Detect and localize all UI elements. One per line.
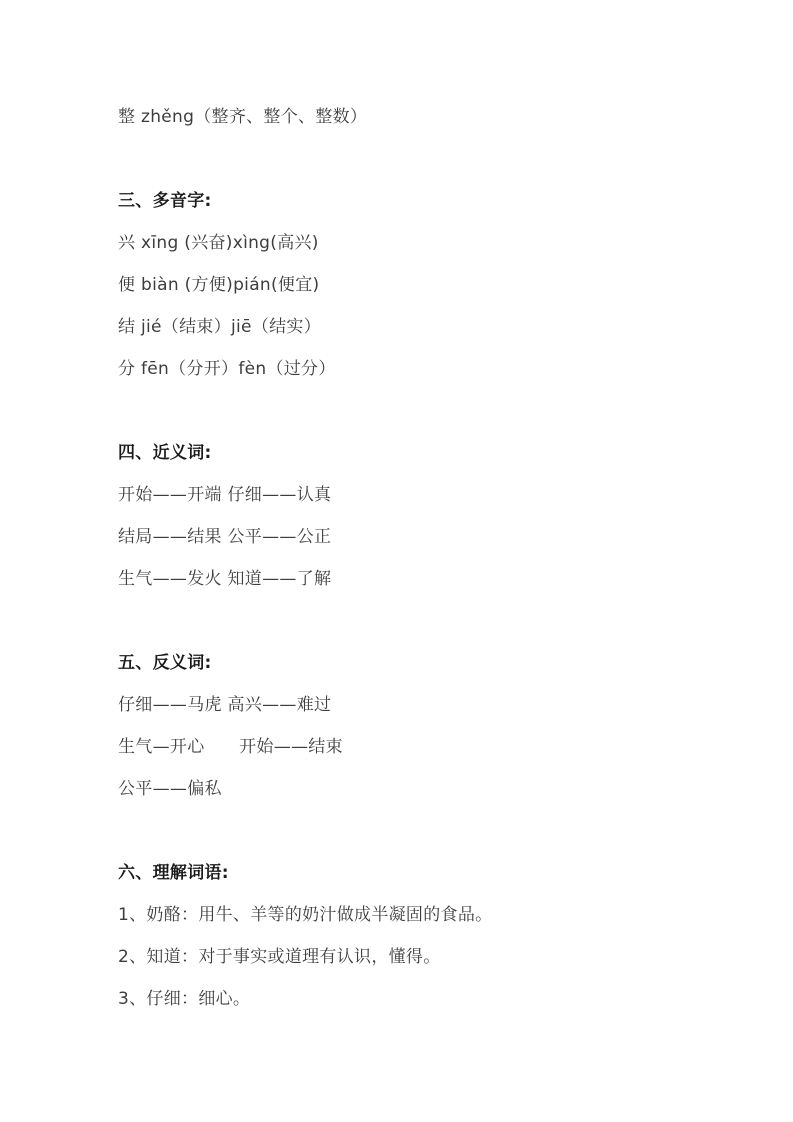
text-line-bian: 便 biàn (方便)pián(便宜) — [118, 275, 320, 295]
text-line-synonyms-1: 开始——开端 仔细——认真 — [118, 485, 332, 505]
section-heading-jinyici: 四、近义词: — [118, 443, 212, 463]
text-line-definition-1: 1、奶酪：用牛、羊等的奶汁做成半凝固的食品。 — [118, 905, 493, 925]
blank-line — [118, 810, 733, 852]
text-line-fen: 分 fēn（分开）fèn（过分） — [118, 359, 336, 379]
text-line-synonyms-2: 结局——结果 公平——公正 — [118, 527, 332, 547]
text-line-synonyms-3: 生气——发火 知道——了解 — [118, 569, 332, 589]
text-line-antonyms-3: 公平——偏私 — [118, 779, 222, 799]
text-line-definition-2: 2、知道：对于事实或道理有认识，懂得。 — [118, 947, 441, 967]
section-heading-lijieciyu: 六、理解词语: — [118, 863, 229, 883]
blank-line — [118, 600, 733, 642]
text-line-definition-3: 3、仔细：细心。 — [118, 989, 251, 1009]
text-line-antonyms-2: 生气—开心 开始——结束 — [118, 737, 343, 757]
text-line-antonyms-1: 仔细——马虎 高兴——难过 — [118, 695, 332, 715]
blank-line — [118, 390, 733, 432]
text-line-xing: 兴 xīng (兴奋)xìng(高兴) — [118, 233, 319, 253]
text-line-jie: 结 jié（结束）jiē（结实） — [118, 317, 322, 337]
section-heading-fanyici: 五、反义词: — [118, 653, 212, 673]
text-line-zheng: 整 zhěng（整齐、整个、整数） — [118, 107, 368, 127]
blank-line — [118, 138, 733, 180]
section-heading-duoyinzi: 三、多音字: — [118, 191, 212, 211]
